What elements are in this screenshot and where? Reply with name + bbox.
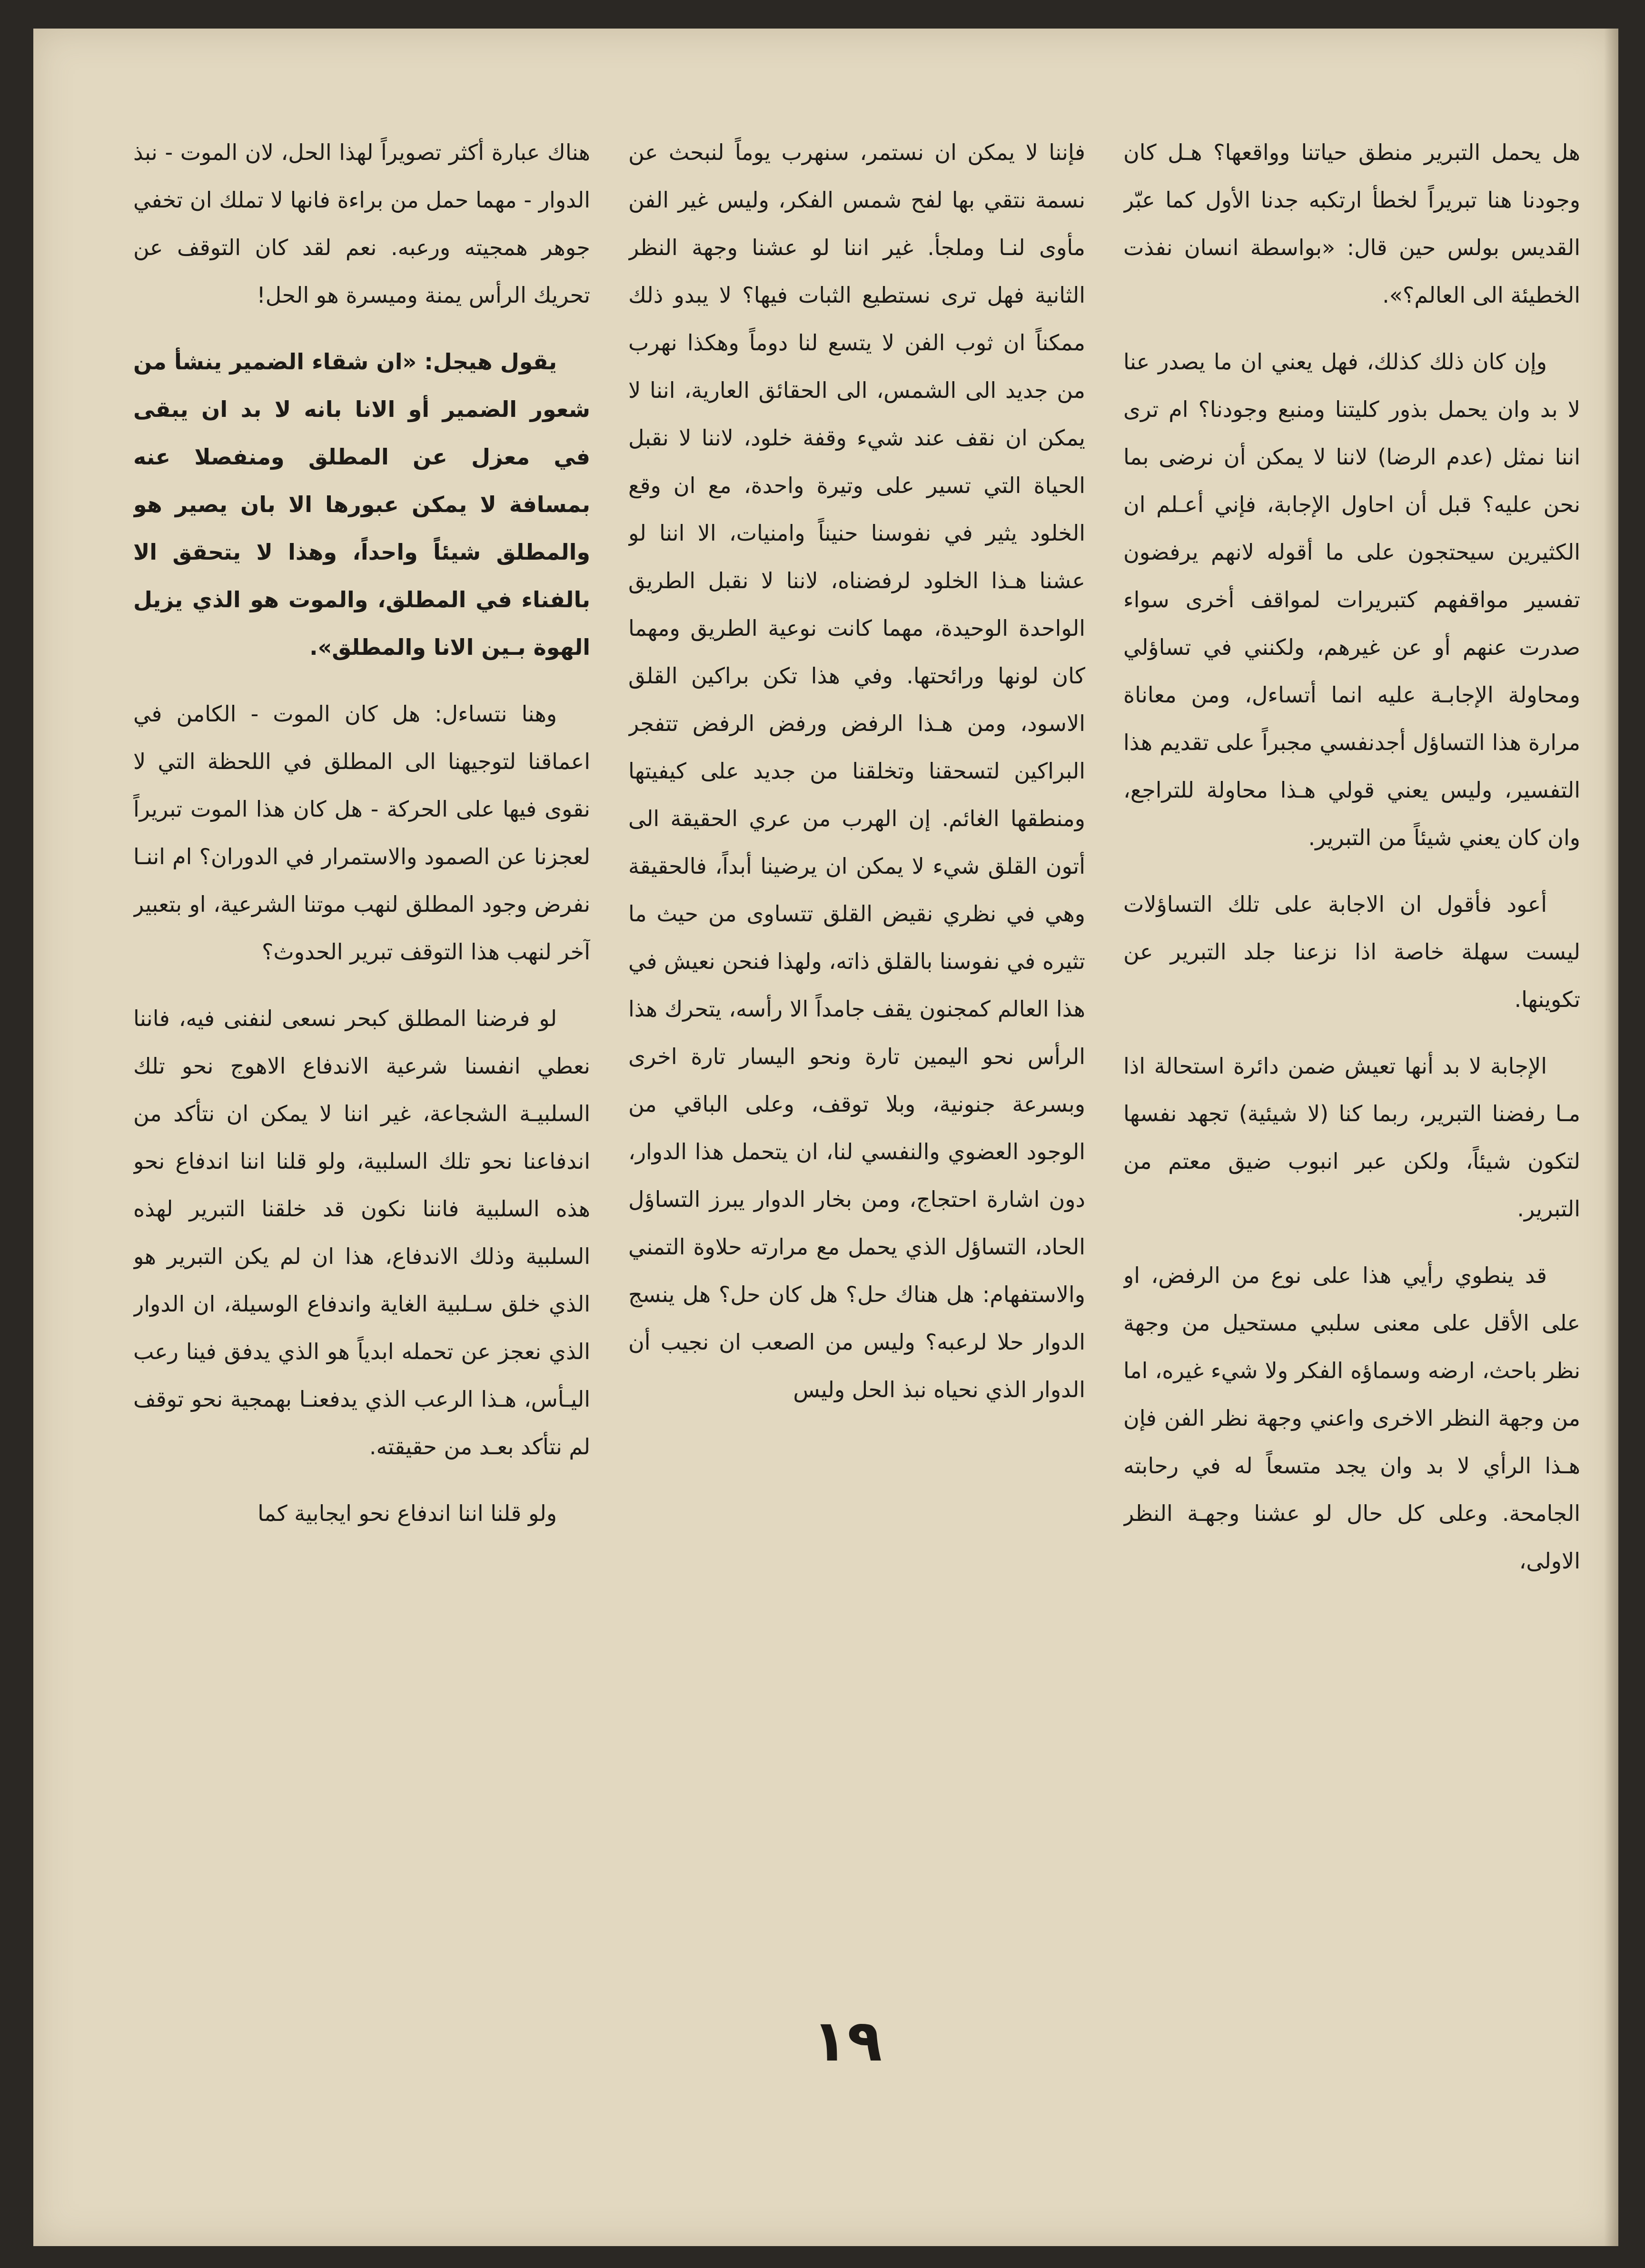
paragraph: وهنا نتساءل: هل كان الموت - الكامن في اعماقنا لتوجيهنا الى المطلق في اللحظة التي لا نقوى فيها على الحركة - هل كان هذا الموت تبريراً لعجزنا عن الصمود والاستمرار في الدوران؟ ام اننـا نفرض وجود المطلق لنهب موتنا الشرعية، او بتعبير آخر لنهب هذا التوقف تبرير الحدوث؟ <box>133 701 590 965</box>
paragraph: هناك عبارة أكثر تصويراً لهذا الحل، لان الموت - نبذ الدوار - مهما حمل من براءة فانها لا تملك ان تخفي جوهر همجيته ورعبه. نعم لقد كان التوقف عن تحريك الرأس يمنة وميسرة هو الحل! <box>133 139 590 308</box>
paragraph: قد ينطوي رأيي هذا على نوع من الرفض، او على الأقل على معنى سلبي مستحيل من وجهة نظر باحث، ارضه وسماؤه الفكر ولا شيء غيره، اما من وجهة النظر الاخرى واعني وجهة نظر الفن فإن هـذا الرأي لا بد وان يجد متسعاً له في رحابته الجامحة. وعلى كل حال لو عشنا وجهـة النظر الاولى، <box>1123 1262 1580 1574</box>
hegel-quote: يقول هيجل: «ان شقاء الضمير ينشأ من شعور الضمير أو الانا بانه لا بد ان يبقى في معزل عن المطلق ومنفصلا عنه بمسافة لا يمكن عبورها الا بان يصير هو والمطلق شيئاً واحداً، وهذا لا يتحقق الا بالفناء في المطلق، والموت هو الذي يزيل الهوة بـين الانا والمطلق». <box>133 349 590 660</box>
paragraph: ولو قلنا اننا اندفاع نحو ايجابية كما <box>258 1500 557 1526</box>
article-body <box>133 128 1580 1975</box>
text-column-middle <box>628 128 1085 1975</box>
paragraph: هل يحمل التبرير منطق حياتنا وواقعها؟ هـل كان وجودنا هنا تبريراً لخطأ ارتكبه جدنا الأول كما عبّر القديس بولس حين قال: «بواسطة انسان نفذت الخطيئة الى العالم؟». <box>1123 139 1580 308</box>
paragraph: وإن كان ذلك كذلك، فهل يعني ان ما يصدر عنا لا بد وان يحمل بذور كليتنا ومنبع وجودنا؟ ام ترى اننا نمثل (عدم الرضا) لاننا لا يمكن أن نرضى بما نحن عليه؟ قبل أن احاول الإجابة، فإني أعـلم ان الكثيرين سيحتجون على ما أقوله لانهم يرفضون تفسير مواقفهم كتبريرات لمواقف أخرى سواء صدرت عنهم أو عن غيرهم، ولكنني في تساؤلي ومحاولة الإجابـة عليه انما أتساءل، ومن معاناة مرارة هذا التساؤل أجدنفسي مجبراً على تقديم هذا التفسير، وليس يعني قولي هـذا محاولة للتراجع، وان كان يعني شيئاً من التبرير. <box>1123 349 1580 850</box>
paragraph: لو فرضنا المطلق كبحر نسعى لنفنى فيه، فاننا نعطي انفسنا شرعية الاندفاع الاهوج نحو تلك السلبيـة الشجاعة، غير اننا لا يمكن ان نتأكد من اندفاعنا نحو تلك السلبية، ولو قلنا اننا اندفاع نحو هذه السلبية فاننا نكون قد خلقنا التبرير لهذه السلبية وذلك الاندفاع، هذا ان لم يكن التبرير هو الذي خلق سـلبية الغاية واندفاع الوسيلة، ان الدوار الذي نعجز عن تحمله ابدياً هو الذي يدفق فينا رعب اليـأس، هـذا الرعب الذي يدفعنـا بهمجية نحو توقف لم نتأكد بعـد من حقيقته. <box>133 1006 590 1459</box>
paragraph: فإننا لا يمكن ان نستمر، سنهرب يوماً لنبحث عن نسمة نتقي بها لفح شمس الفكر، وليس غير الفن مأوى لنـا وملجأ. غير اننا لو عشنا وجهة النظر الثانية فهل ترى نستطيع الثبات فيها؟ لا يبدو ذلك ممكناً ان ثوب الفن لا يتسع لنا دوماً وهكذا نهرب من جديد الى الشمس، الى الحقائق العارية، اننا لا يمكن ان نقف عند شيء وقفة خلود، لاننا لا نقبل الحياة التي تسير على وتيرة واحدة، مع ان وقع الخلود يثير في نفوسنا حنيناً وامنيات، الا اننا لو عشنا هـذا الخلود لرفضناه، لاننا لا نقبل الطريق الواحدة الوحيدة، مهما كانت نوعية الطريق ومهما كان لونها ورائحتها. وفي هذا تكن براكين القلق الاسود، ومن هـذا الرفض ورفض الرفض تتفجر البراكين لتسحقنا وتخلقنا من جديد على كيفيتها ومنطقها الغائم. إن الهرب من عري الحقيقة الى أتون القلق شيء لا يمكن ان يرضينا أبداً، فالحقيقة وهي في نظري نقيض القلق تتساوى من حيث ما تثيره في نفوسنا بالقلق ذاته، ولهذا فنحن نعيش في هذا العالم كمجنون يقف جامداً الا رأسه، يتحرك هذا الرأس نحو اليمين تارة ونحو اليسار تارة اخرى وبسرعة جنونية، وبلا توقف، وعلى الباقي من الوجود العضوي والنفسي لنا، ان يتحمل هذا الدوار، دون اشارة احتجاج، ومن بخار الدوار يبرز التساؤل الحاد، التساؤل الذي يحمل مع مرارته حلاوة التمني والاستفهام: هل هناك حل؟ هل كان حل؟ هل ينسج الدوار حلا لرعبه؟ وليس من الصعب ان نجيب أن الدوار الذي نحياه نبذ الحل وليس <box>628 139 1085 1402</box>
magazine-page <box>33 29 1618 2246</box>
paragraph: الإجابة لا بد أنها تعيش ضمن دائرة استحالة اذا مـا رفضنا التبرير، ربما كنا (لا شيئية) تجهد نفسها لتكون شيئاً، ولكن عبر انبوب ضيق معتم من التبرير. <box>1123 1053 1580 1222</box>
text-column-right <box>1123 128 1580 1975</box>
text-column-left <box>133 128 590 1975</box>
page-number: ١٩ <box>812 2008 882 2074</box>
paragraph: أعود فأقول ان الاجابة على تلك التساؤلات ليست سهلة خاصة اذا نزعنا جلد التبرير عن تكوينها. <box>1123 891 1580 1012</box>
